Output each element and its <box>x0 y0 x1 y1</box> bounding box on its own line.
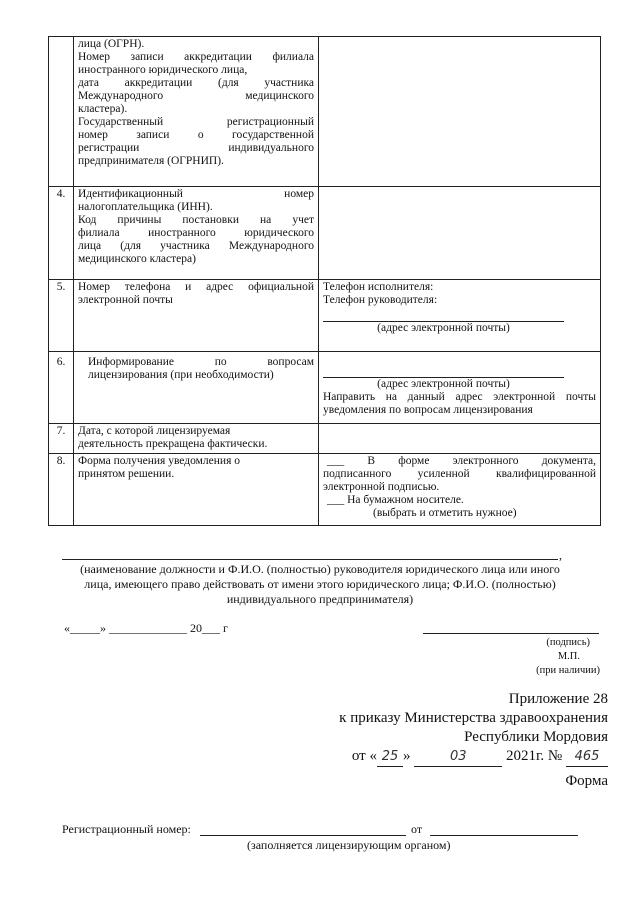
option-electronic[interactable]: ___ В форме электронного документа, <box>327 455 596 467</box>
row-label-cell <box>74 454 319 526</box>
phone-executor-label: Телефон исполнителя: <box>323 281 434 293</box>
table-row <box>49 454 601 526</box>
row-label-cell <box>74 352 319 424</box>
caption-line: индивидуального предпринимателя) <box>226 592 414 606</box>
cell-text: Дата, с которой лицензируемая <box>78 425 231 437</box>
registration-date-label: от <box>411 822 423 836</box>
cell-text: электронной подписью. <box>323 481 440 493</box>
cell-text: уведомления по вопросам лицензирования <box>323 404 533 416</box>
cell-text: Международного медицинского <box>78 90 314 102</box>
appendix-title: Приложение 28 <box>508 691 608 707</box>
row-value-cell[interactable] <box>319 424 601 454</box>
registration-number-line[interactable] <box>200 821 406 836</box>
table-row <box>49 352 601 424</box>
date-separator: » <box>402 748 411 764</box>
phone-head-label: Телефон руководителя: <box>323 294 438 306</box>
cell-text: Направить на данный адрес электронной почты <box>323 391 596 403</box>
appendix-order: к приказу Министерства здравоохранения <box>339 710 608 726</box>
row-number: 4. <box>49 187 74 280</box>
official-name-line[interactable] <box>62 547 558 560</box>
cell-text: кластера). <box>78 103 128 115</box>
caption-line: лица, имеющего право действовать от имени этого юридического лица; Ф.И.О. (полностью) <box>84 577 556 591</box>
row-value-cell[interactable] <box>319 187 601 280</box>
cell-text: Номер телефона и адрес официальной <box>78 281 314 293</box>
table-row <box>49 280 601 352</box>
order-year: 2021г. № <box>505 748 563 764</box>
row-number: 6. <box>49 352 74 424</box>
cell-text: подписанного усиленной квалифицированной <box>323 468 596 480</box>
registration-caption: (заполняется лицензирующим органом) <box>247 838 451 852</box>
stamp-block <box>420 636 600 678</box>
contact-cell <box>319 280 601 352</box>
signature-caption <box>40 562 600 607</box>
order-number: 465 <box>566 747 608 767</box>
cell-text: предпринимателя (ОГРНИП). <box>78 155 224 167</box>
cell-text: Код причины постановки на учет <box>78 214 314 226</box>
table-row <box>49 37 601 187</box>
order-month: 03 <box>414 747 502 767</box>
row-number: 5. <box>49 280 74 352</box>
option-paper[interactable]: ___ На бумажном носителе. <box>327 494 464 506</box>
cell-text: Идентификационный номер <box>78 188 314 200</box>
row-label-cell <box>74 37 319 187</box>
cell-text: деятельность прекращена фактически. <box>78 438 268 450</box>
date-prefix: от « <box>351 748 377 764</box>
sign-caption: (подпись) <box>546 637 590 648</box>
stamp-note: (при наличии) <box>536 665 600 676</box>
cell-text: электронной почты <box>78 294 173 306</box>
row-label-cell <box>74 187 319 280</box>
date-line[interactable]: «_____» _____________ 20___ г <box>64 621 228 635</box>
row-number-cell <box>49 37 74 187</box>
order-day: 25 <box>377 747 403 767</box>
email-input-line[interactable] <box>323 353 564 378</box>
cell-text: номер записи о государственной <box>78 129 314 141</box>
email-input-line[interactable] <box>323 307 564 322</box>
cell-text: Информирование по вопросам <box>88 356 314 368</box>
caption-line: (наименование должности и Ф.И.О. (полностью) руководителя юридического лица или иного <box>80 562 560 576</box>
row-value-cell[interactable] <box>319 37 601 187</box>
cell-text: медицинского кластера) <box>78 253 196 265</box>
email-caption: (адрес электронной почты) <box>377 378 510 390</box>
stamp-label: М.П. <box>557 651 580 662</box>
cell-text: иностранного юридического лица, <box>78 64 248 76</box>
cell-text: Форма получения уведомления о <box>78 455 240 467</box>
cell-text: регистрации индивидуального <box>78 142 314 154</box>
email-caption: (адрес электронной почты) <box>377 322 510 334</box>
appendix-date-line <box>339 747 608 767</box>
cell-text: лица (для участника Международного <box>78 240 314 252</box>
row-number: 8. <box>49 454 74 526</box>
cell-text: Государственный регистрационный <box>78 116 314 128</box>
notification-cell <box>319 352 601 424</box>
form-label: Форма <box>565 773 608 789</box>
registration-date-line[interactable] <box>430 821 578 836</box>
cell-text: налогоплательщика (ИНН). <box>78 201 213 213</box>
cell-text: филиала иностранного юридического <box>78 227 314 239</box>
cell-text: лицензирования (при необходимости) <box>88 369 274 381</box>
delivery-options-cell <box>319 454 601 526</box>
comma: , <box>559 548 562 562</box>
registration-label: Регистрационный номер: <box>62 822 191 836</box>
choice-hint: (выбрать и отметить нужное) <box>373 507 517 519</box>
application-table <box>48 36 601 526</box>
table-row <box>49 424 601 454</box>
cell-text: Номер записи аккредитации филиала <box>78 51 314 63</box>
cell-text: принятом решении. <box>78 468 175 480</box>
row-number: 7. <box>49 424 74 454</box>
table-row <box>49 187 601 280</box>
cell-text: лица (ОГРН). <box>78 38 145 50</box>
appendix-region: Республики Мордовия <box>464 729 608 745</box>
appendix-header <box>339 690 608 767</box>
row-label-cell <box>74 280 319 352</box>
signature-line[interactable] <box>423 620 599 634</box>
row-label-cell <box>74 424 319 454</box>
cell-text: дата аккредитации (для участника <box>78 77 314 89</box>
